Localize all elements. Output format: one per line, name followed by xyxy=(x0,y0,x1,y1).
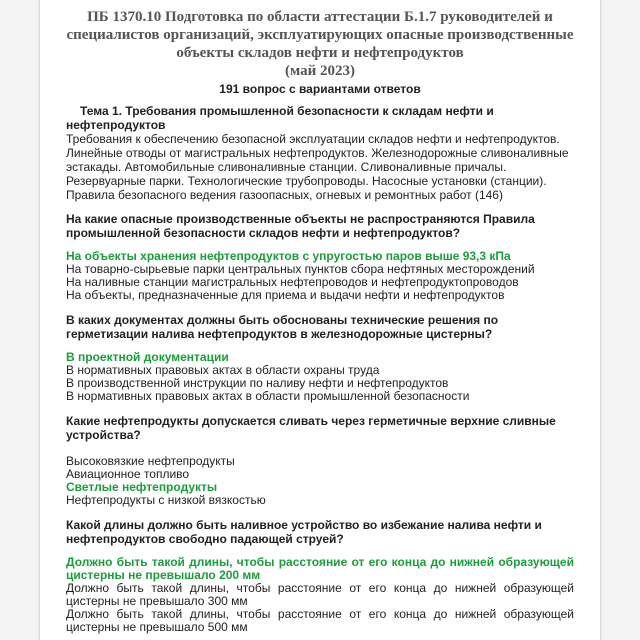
answer-option: В нормативных правовых актах в области охраны труда xyxy=(66,363,380,377)
answer-correct: Светлые нефтепродукты xyxy=(66,480,218,494)
answer-correct: В проектной документации xyxy=(66,350,229,364)
answer-option: Высоковязкие нефтепродукты xyxy=(66,454,235,468)
answer-option: На наливные станции магистральных нефтепроводов и нефтепродуктопроводов xyxy=(66,275,519,289)
answer-list xyxy=(66,250,574,302)
document-content xyxy=(40,0,600,634)
answer-option: На товарно-сырьевые парки центральных пунктов сбора нефтяных месторождений xyxy=(66,262,535,276)
question-text: На какие опасные производственные объекты не распространяются Правила промышленной безопасности складов нефти и нефтепродуктов? xyxy=(66,212,535,240)
document-title: ПБ 1370.10 Подготовка по области аттестации Б.1.7 руководителей и специалистов организаций, эксплуатирующих опасные производственные объекты складов нефти и нефтепродуктов xyxy=(66,9,574,61)
answer-option: Авиационное топливо xyxy=(66,467,190,481)
answer-correct: Должно быть такой длины, чтобы расстояние от его конца до нижней образующей цистерны не превышало 200 мм xyxy=(66,555,574,582)
question-text: В каких документах должны быть обоснованы технические решения по герметизации налива нефтепродуктов в железнодорожные цистерны? xyxy=(66,313,499,341)
answer-option: Должно быть такой длины, чтобы расстояние от его конца до нижней образующей цистерны не превышало 300 мм xyxy=(66,581,574,608)
answer-option: В нормативных правовых актах в области промышленной безопасности xyxy=(66,389,470,403)
answer-option: В производственной инструкции по наливу нефти и нефтепродуктов xyxy=(66,376,449,390)
answer-list xyxy=(66,556,574,634)
topic-description: Требования к обеспечению безопасной эксплуатации складов нефти и нефтепродуктов. Линейные отводы от магистральных нефтепродуктов. Железнодорожные сливоналивные эстакады. Автомобильные сливоналивные станции. Сливоналивные причалы. Резервуарные парки. Технологические трубопроводы. Насосные установки (станции). Правила безопасного ведения газоопасных, огневых и ремонтных работ (146) xyxy=(66,132,569,202)
document-date: (май 2023) xyxy=(285,63,355,79)
question-text: Какие нефтепродукты допускается сливать через герметичные верхние сливные устройства? xyxy=(66,414,556,442)
answer-option: Нефтепродукты с низкой вязкостью xyxy=(66,493,266,507)
document-subtitle: 191 вопрос с вариантами ответов xyxy=(219,82,421,96)
answer-correct: На объекты хранения нефтепродуктов с упругостью паров выше 93,3 кПа xyxy=(66,249,511,263)
answer-list xyxy=(66,351,574,403)
answer-option: На объекты, предназначенные для приема и выдачи нефти и нефтепродуктов xyxy=(66,288,505,302)
answer-list xyxy=(66,455,574,507)
answer-option: Должно быть такой длины, чтобы расстояние от его конца до нижней образующей цистерны не превышало 500 мм xyxy=(66,607,574,634)
document-page xyxy=(40,0,600,640)
question-text: Какой длины должно быть наливное устройство во избежание налива нефти и нефтепродуктов свободно падающей струей? xyxy=(66,518,542,546)
topic-heading: Тема 1. Требования промышленной безопасности к складам нефти и нефтепродуктов xyxy=(66,104,494,132)
